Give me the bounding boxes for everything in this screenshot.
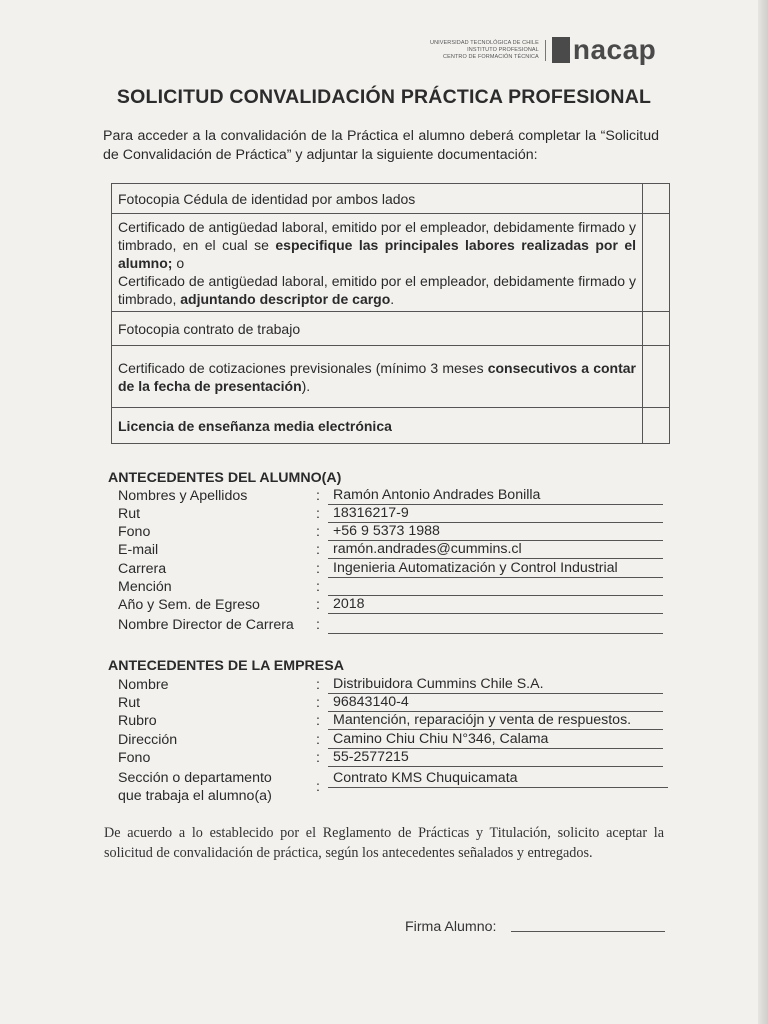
signature-line[interactable] <box>511 931 665 932</box>
carrera-input[interactable]: Ingenieria Automatización y Control Industrial <box>328 560 663 578</box>
document-checkbox[interactable] <box>643 346 670 408</box>
field-egreso: Año y Sem. de Egreso : 2018 <box>118 597 663 615</box>
field-label: Dirección <box>118 732 178 748</box>
document-item: Certificado de antigüedad laboral, emitido por el empleador, debidamente firmado y timbrado, en el cual se especifique las principales labores realizadas por el alumno; o Certificado de antigüedad laboral, emitido por el empleador, debidamente firmado y timbrado, adjuntando descriptor de cargo. <box>112 214 643 312</box>
table-row <box>112 408 670 444</box>
rubro-input[interactable]: Mantención, reparaciójn y venta de respuestos. <box>328 712 663 730</box>
field-direccion: Dirección : Camino Chiu Chiu N°346, Calama <box>118 732 663 750</box>
email-input[interactable]: ramón.andrades@cummins.cl <box>328 541 663 559</box>
field-label: Nombres y Apellidos <box>118 488 248 504</box>
document-checkbox[interactable] <box>643 408 670 444</box>
rut-alumno-input[interactable]: 18316217-9 <box>328 505 663 523</box>
document-item: Fotocopia contrato de trabajo <box>112 312 643 346</box>
page-edge <box>758 0 768 1024</box>
field-mencion: Mención : <box>118 579 663 597</box>
document-item: Certificado de cotizaciones previsionales (mínimo 3 meses consecutivos a contar de la fecha de presentación). <box>112 346 643 408</box>
field-label: Carrera <box>118 561 167 577</box>
field-carrera: Carrera : Ingenieria Automatización y Control Industrial <box>118 561 663 579</box>
field-label: Rut <box>118 506 141 522</box>
field-email: E-mail : ramón.andrades@cummins.cl <box>118 542 663 560</box>
field-director: Nombre Director de Carrera : <box>118 617 663 635</box>
table-row <box>112 346 670 408</box>
page-title: SOLICITUD CONVALIDACIÓN PRÁCTICA PROFESIONAL <box>116 86 652 108</box>
document-item: Licencia de enseñanza media electrónica <box>112 408 643 444</box>
field-label: Nombre <box>118 677 169 693</box>
logo-mark <box>552 36 656 64</box>
egreso-input[interactable]: 2018 <box>328 596 663 614</box>
document-item: Fotocopia Cédula de identidad por ambos lados <box>112 184 643 214</box>
nombres-input[interactable]: Ramón Antonio Andrades Bonilla <box>328 487 663 505</box>
fono-alumno-input[interactable]: +56 9 5373 1988 <box>328 523 663 541</box>
field-label: E-mail <box>118 542 159 558</box>
fono-empresa-input[interactable]: 55-2577215 <box>328 749 663 767</box>
intro-paragraph: Para acceder a la convalidación de la Práctica el alumno deberá completar la “Solicitud de Convalidación de Práctica” y adjuntar la siguiente documentación: <box>103 128 659 163</box>
seccion-input[interactable]: Contrato KMS Chuquicamata <box>328 770 668 788</box>
table-row <box>112 184 670 214</box>
logo-wordmark: nacap <box>572 34 657 65</box>
field-label: Nombre Director de Carrera <box>118 617 294 633</box>
field-rubro: Rubro : Mantención, reparaciójn y venta de respuestos. <box>118 713 663 731</box>
section-title-alumno: ANTECEDENTES DEL ALUMNO(A) <box>108 470 342 486</box>
field-label: Rut <box>118 695 141 711</box>
table-row <box>112 312 670 346</box>
document-checkbox[interactable] <box>643 312 670 346</box>
field-rut-empresa: Rut : 96843140-4 <box>118 695 663 713</box>
documents-table <box>111 183 670 444</box>
inacap-logo <box>430 36 656 64</box>
field-label: Sección o departamento que trabaja el alumno(a) <box>118 770 272 804</box>
document-checkbox[interactable] <box>643 214 670 312</box>
field-nombre-empresa: Nombre : Distribuidora Cummins Chile S.A. <box>118 677 663 695</box>
logo-square-icon <box>552 37 570 63</box>
mencion-input[interactable] <box>328 578 663 596</box>
field-label: Mención <box>118 579 172 595</box>
rut-empresa-input[interactable]: 96843140-4 <box>328 694 663 712</box>
field-label: Año y Sem. de Egreso <box>118 597 260 613</box>
logo-institution-text: UNIVERSIDAD TECNOLÓGICA DE CHILE INSTITUTO PROFESIONAL CENTRO DE FORMACIÓN TÉCNICA <box>430 40 546 61</box>
signature-label: Firma Alumno: <box>405 919 497 935</box>
field-seccion: Sección o departamento que trabaja el alumno(a) : Contrato KMS Chuquicamata <box>118 769 663 805</box>
closing-paragraph: De acuerdo a lo establecido por el Reglamento de Prácticas y Titulación, solicito aceptar la solicitud de convalidación de práctica, según los antecedentes señalados y entregados. <box>104 825 664 861</box>
director-input[interactable] <box>328 616 663 634</box>
table-row <box>112 214 670 312</box>
direccion-input[interactable]: Camino Chiu Chiu N°346, Calama <box>328 731 663 749</box>
field-label: Fono <box>118 524 151 540</box>
document-checkbox[interactable] <box>643 184 670 214</box>
field-rut-alumno: Rut : 18316217-9 <box>118 506 663 524</box>
field-fono-alumno: Fono : +56 9 5373 1988 <box>118 524 663 542</box>
field-nombres: Nombres y Apellidos : Ramón Antonio Andrades Bonilla <box>118 488 663 506</box>
nombre-empresa-input[interactable]: Distribuidora Cummins Chile S.A. <box>328 676 663 694</box>
field-label: Rubro <box>118 713 157 729</box>
section-title-empresa: ANTECEDENTES DE LA EMPRESA <box>108 658 344 674</box>
field-label: Fono <box>118 750 151 766</box>
field-fono-empresa: Fono : 55-2577215 <box>118 750 663 768</box>
